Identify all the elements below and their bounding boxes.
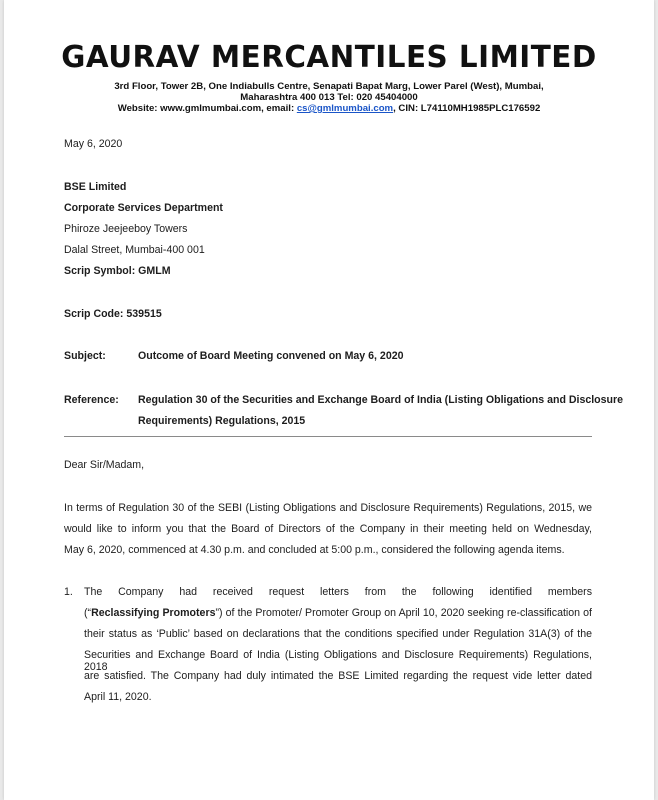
item-line-6: April 11, 2020.: [84, 691, 152, 703]
reference-label: Reference:: [64, 394, 119, 406]
email-link[interactable]: cs@gmlmumbai.com: [296, 103, 394, 114]
website-text: Website: www.gmlmumbai.com, email:: [117, 103, 297, 114]
item-line-1: The Company had received request letters from the following identified members: [84, 586, 592, 598]
intro-line-3: May 6, 2020, commenced at 4.30 p.m. and concluded at 5:00 p.m., considered the following agenda items.: [64, 544, 565, 556]
subject-label: Subject:: [64, 350, 106, 362]
item-line-2-rest: ”) of the Promoter/ Promoter Group on April 10, 2020 seeking re-classification of: [215, 607, 592, 619]
reference-line-1: Regulation 30 of the Securities and Exchange Board of India (Listing Obligations and Disclosure: [138, 394, 624, 406]
quote-open: (“: [84, 607, 92, 619]
item-line-5: are satisfied. The Company had duly intimated the BSE Limited regarding the request vide letter dated: [84, 670, 592, 682]
salutation: Dear Sir/Madam,: [64, 459, 145, 471]
company-name: GAURAV MERCANTILES LIMITED: [61, 40, 597, 75]
company-address-line-1: 3rd Floor, Tower 2B, One Indiabulls Centre, Senapati Bapat Marg, Lower Parel (West), Mumbai,: [114, 81, 544, 92]
recipient-building: Phiroze Jeejeeboy Towers: [64, 223, 188, 235]
recipient-name: BSE Limited: [64, 181, 127, 193]
letter-date: May 6, 2020: [64, 138, 123, 150]
intro-line-2: would like to inform you that the Board of Directors of the Company in their meeting held on Wednesday,: [64, 523, 592, 535]
recipient-street: Dalal Street, Mumbai-400 001: [64, 244, 205, 256]
item-number: 1.: [64, 586, 73, 598]
item-line-2: [84, 607, 592, 619]
scrip-code: Scrip Code: 539515: [64, 308, 162, 320]
company-address-line-2: Maharashtra 400 013 Tel: 020 45404000: [240, 92, 418, 103]
company-contact-line: [44, 103, 614, 114]
cin-text: , CIN: L74110MH1985PLC176592: [393, 103, 541, 114]
item-line-4: Securities and Exchange Board of India (Listing Obligations and Disclosure Requirements) Regulations, 2018: [84, 649, 592, 673]
reference-line-2: Requirements) Regulations, 2015: [138, 415, 306, 427]
scrip-symbol: Scrip Symbol: GMLM: [64, 265, 171, 277]
reclassifying-promoters-term: Reclassifying Promoters: [91, 607, 216, 619]
intro-line-1: In terms of Regulation 30 of the SEBI (Listing Obligations and Disclosure Requirements) Regulations, 2015, we: [64, 502, 592, 514]
document-page: [4, 0, 654, 800]
subject-text: Outcome of Board Meeting convened on May 6, 2020: [138, 350, 404, 362]
section-divider: [64, 436, 592, 437]
recipient-department: Corporate Services Department: [64, 202, 223, 214]
item-line-3: their status as ‘Public’ based on declarations that the conditions specified under Regulation 31A(3) of the: [84, 628, 592, 640]
